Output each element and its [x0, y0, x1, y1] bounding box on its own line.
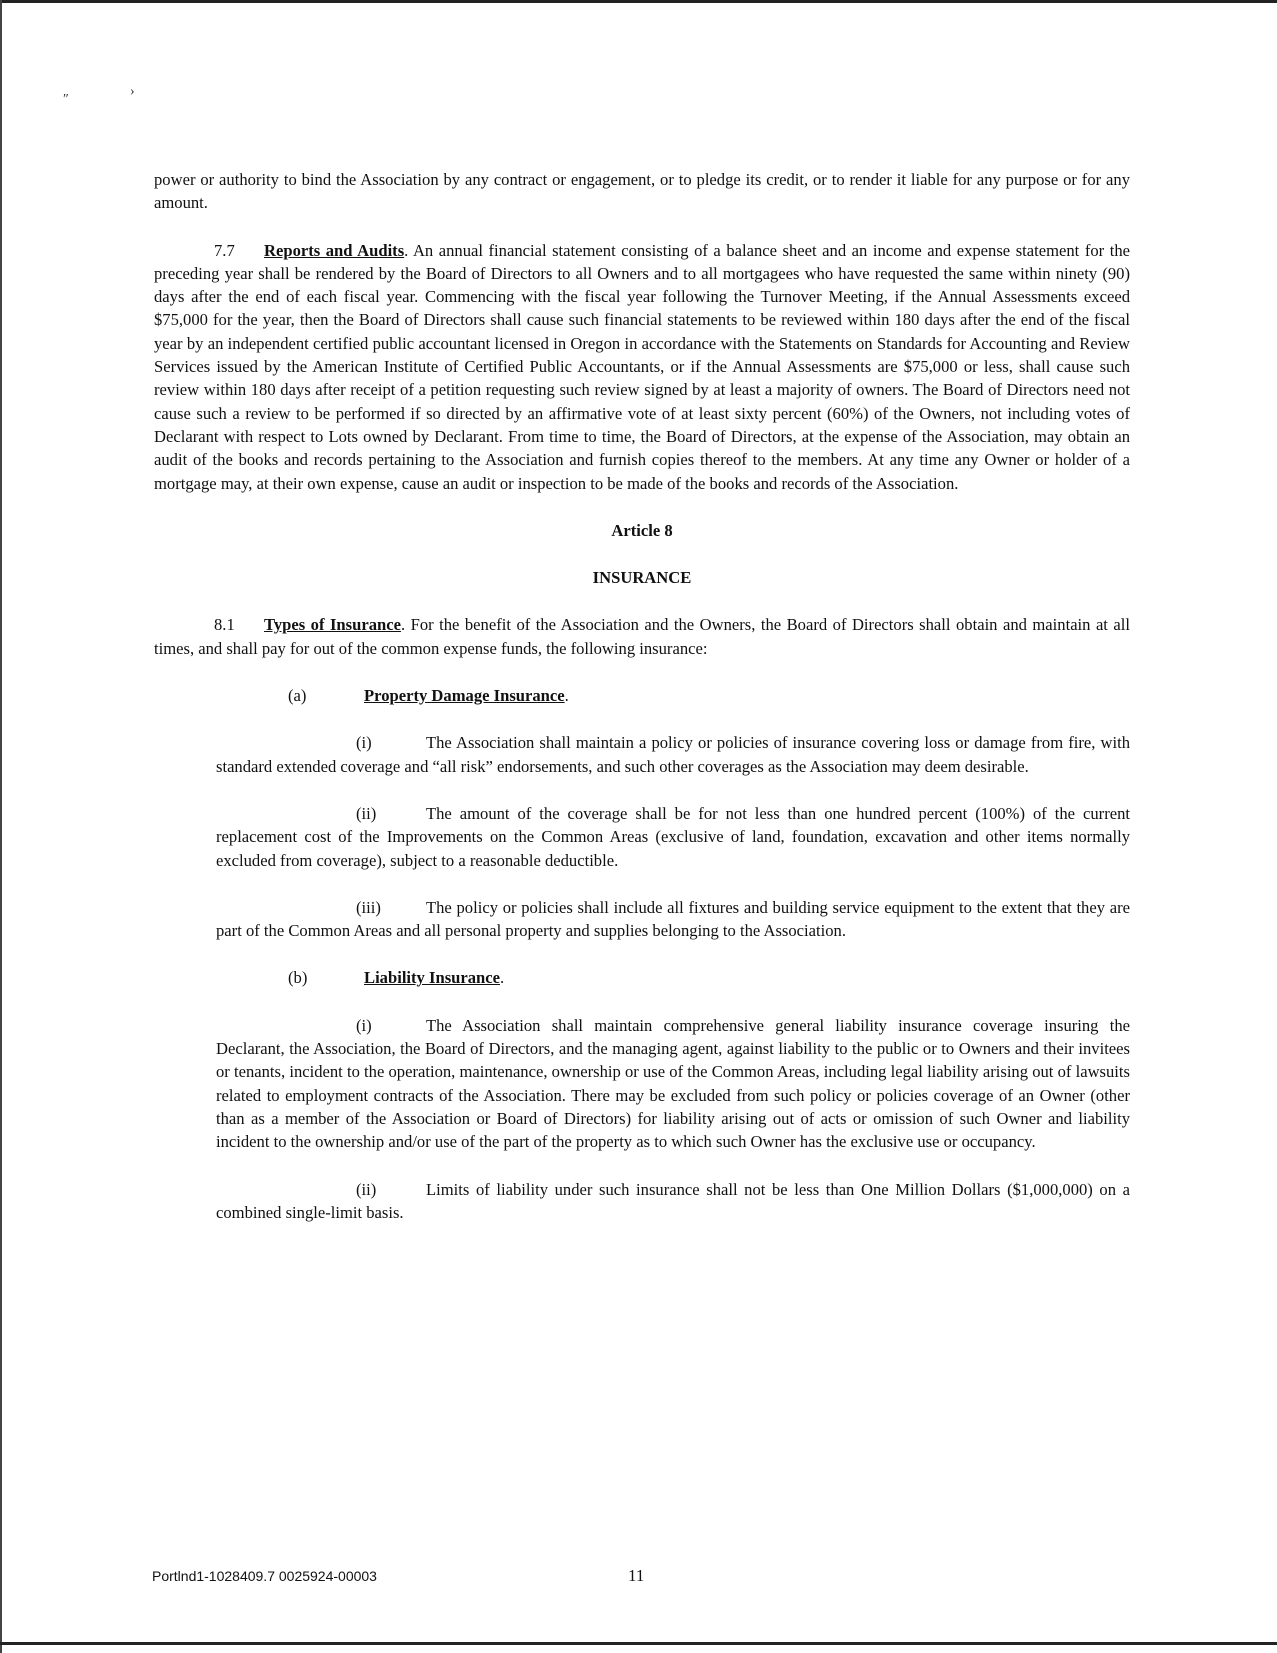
- item-b-i: [216, 1014, 1130, 1154]
- subsection-label: (b): [288, 968, 308, 988]
- item-number: (i): [356, 1015, 372, 1035]
- item-a-ii: [216, 802, 1130, 872]
- subsection-a: [154, 684, 1130, 707]
- scan-edge-bottom: [0, 1642, 1277, 1645]
- footer-page-number: 11: [628, 1566, 645, 1585]
- section-heading: Reports and Audits: [264, 240, 405, 260]
- item-b-ii: [216, 1178, 1130, 1225]
- subsection-b-items: [216, 1014, 1130, 1224]
- section-text: . An annual financial statement consisting of a balance sheet and an income and expense statement for the preceding year shall be rendered by the Board of Directors to all Owners and to all mortgagees who have requested the same within ninety (90) days after the end of each fiscal year. Commencing with the fiscal year following the Turnover Meeting, if the Annual Assessments exceed $75,000 for the year, then the Board of Directors shall cause such financial statements to be reviewed within 180 days after the end of the fiscal year by an independent certified public accountant licensed in Oregon in accordance with the Statements on Standards for Accounting and Review Services issued by the American Institute of Certified Public Accountants, or if the Annual Assessments are $75,000 or less, shall cause such review within 180 days after receipt of a petition requesting such review signed by at least a majority of owners. The Board of Directors need not cause such a review to be performed if so directed by an affirmative vote of at least sixty percent (60%) of the Owners, not including votes of Declarant with respect to Lots owned by Declarant. From time to time, the Board of Directors, at the expense of the Association, may obtain an audit of the books and records pertaining to the Association and furnish copies thereof to the members. At any time any Owner or holder of a mortgage may, at their own expense, cause an audit or inspection to be made of the books and records of the Association.: [154, 240, 1130, 493]
- document-body: [154, 168, 1130, 1224]
- subsection-a-items: [216, 731, 1130, 942]
- item-text: The amount of the coverage shall be for not less than one hundred percent (100%) of the current replacement cost of the Improvements on the Common Areas (exclusive of land, foundation, excavation and other items normally excluded from coverage), subject to a reasonable deductible.: [216, 803, 1130, 870]
- continuation-paragraph: power or authority to bind the Association by any contract or engagement, or to pledge its credit, or to render it liable for any purpose or for any amount.: [154, 170, 1130, 213]
- section-number: 8.1: [214, 615, 235, 635]
- section-heading: Types of Insurance: [264, 615, 401, 635]
- item-number: (iii): [356, 897, 381, 917]
- item-text: The Association shall maintain comprehensive general liability insurance coverage insuring the Declarant, the Association, the Board of Directors, and the managing agent, against liability to the public or to Owners and their invitees or tenants, incident to the operation, maintenance, ownership or use of the Common Areas, including legal liability arising out of lawsuits related to employment contracts of the Association. There may be excluded from such policy or policies coverage of an Owner (other than as a member of the Association or Board of Directors) for liability arising out of acts or omission of such Owner and liability incident to the ownership and/or use of the part of the property as to which such Owner has the exclusive use or occupancy.: [216, 1015, 1130, 1152]
- subsection-label: (a): [288, 686, 307, 706]
- subsection-b: [154, 966, 1130, 989]
- section-7-7: [154, 239, 1130, 495]
- scan-mark: ›: [130, 84, 135, 99]
- section-8-1: [154, 613, 1130, 660]
- footer-document-id: Portlnd1-1028409.7 0025924-00003: [152, 1568, 377, 1584]
- subsection-dot: .: [564, 686, 569, 706]
- section-number: 7.7: [214, 240, 235, 260]
- section-text: . For the benefit of the Association and the Owners, the Board of Directors shall obtain and maintain at all times, and shall pay for out of the common expense funds, the following insurance:: [154, 615, 1130, 658]
- scan-edge-left: [0, 0, 2, 1653]
- subsection-heading: Property Damage Insurance: [364, 686, 565, 706]
- scan-edge-top: [0, 0, 1277, 3]
- subsection-dot: .: [500, 968, 505, 988]
- article-label: Article 8: [611, 520, 673, 540]
- item-number: (ii): [356, 1179, 377, 1199]
- item-number: (i): [356, 733, 372, 753]
- item-text: Limits of liability under such insurance shall not be less than One Million Dollars ($1,000,000) on a combined single-limit basis.: [216, 1179, 1130, 1222]
- item-number: (ii): [356, 803, 377, 823]
- item-text: The Association shall maintain a policy or policies of insurance covering loss or damage from fire, with standard extended coverage and “all risk” endorsements, and such other coverages as the Association may deem desirable.: [216, 733, 1130, 776]
- subsection-heading: Liability Insurance: [364, 968, 500, 988]
- item-a-iii: [216, 896, 1130, 943]
- scan-mark: ″: [63, 92, 69, 107]
- article-title: INSURANCE: [592, 568, 692, 588]
- item-a-i: [216, 731, 1130, 778]
- item-text: The policy or policies shall include all fixtures and building service equipment to the extent that they are part of the Common Areas and all personal property and supplies belonging to the Association.: [216, 897, 1130, 941]
